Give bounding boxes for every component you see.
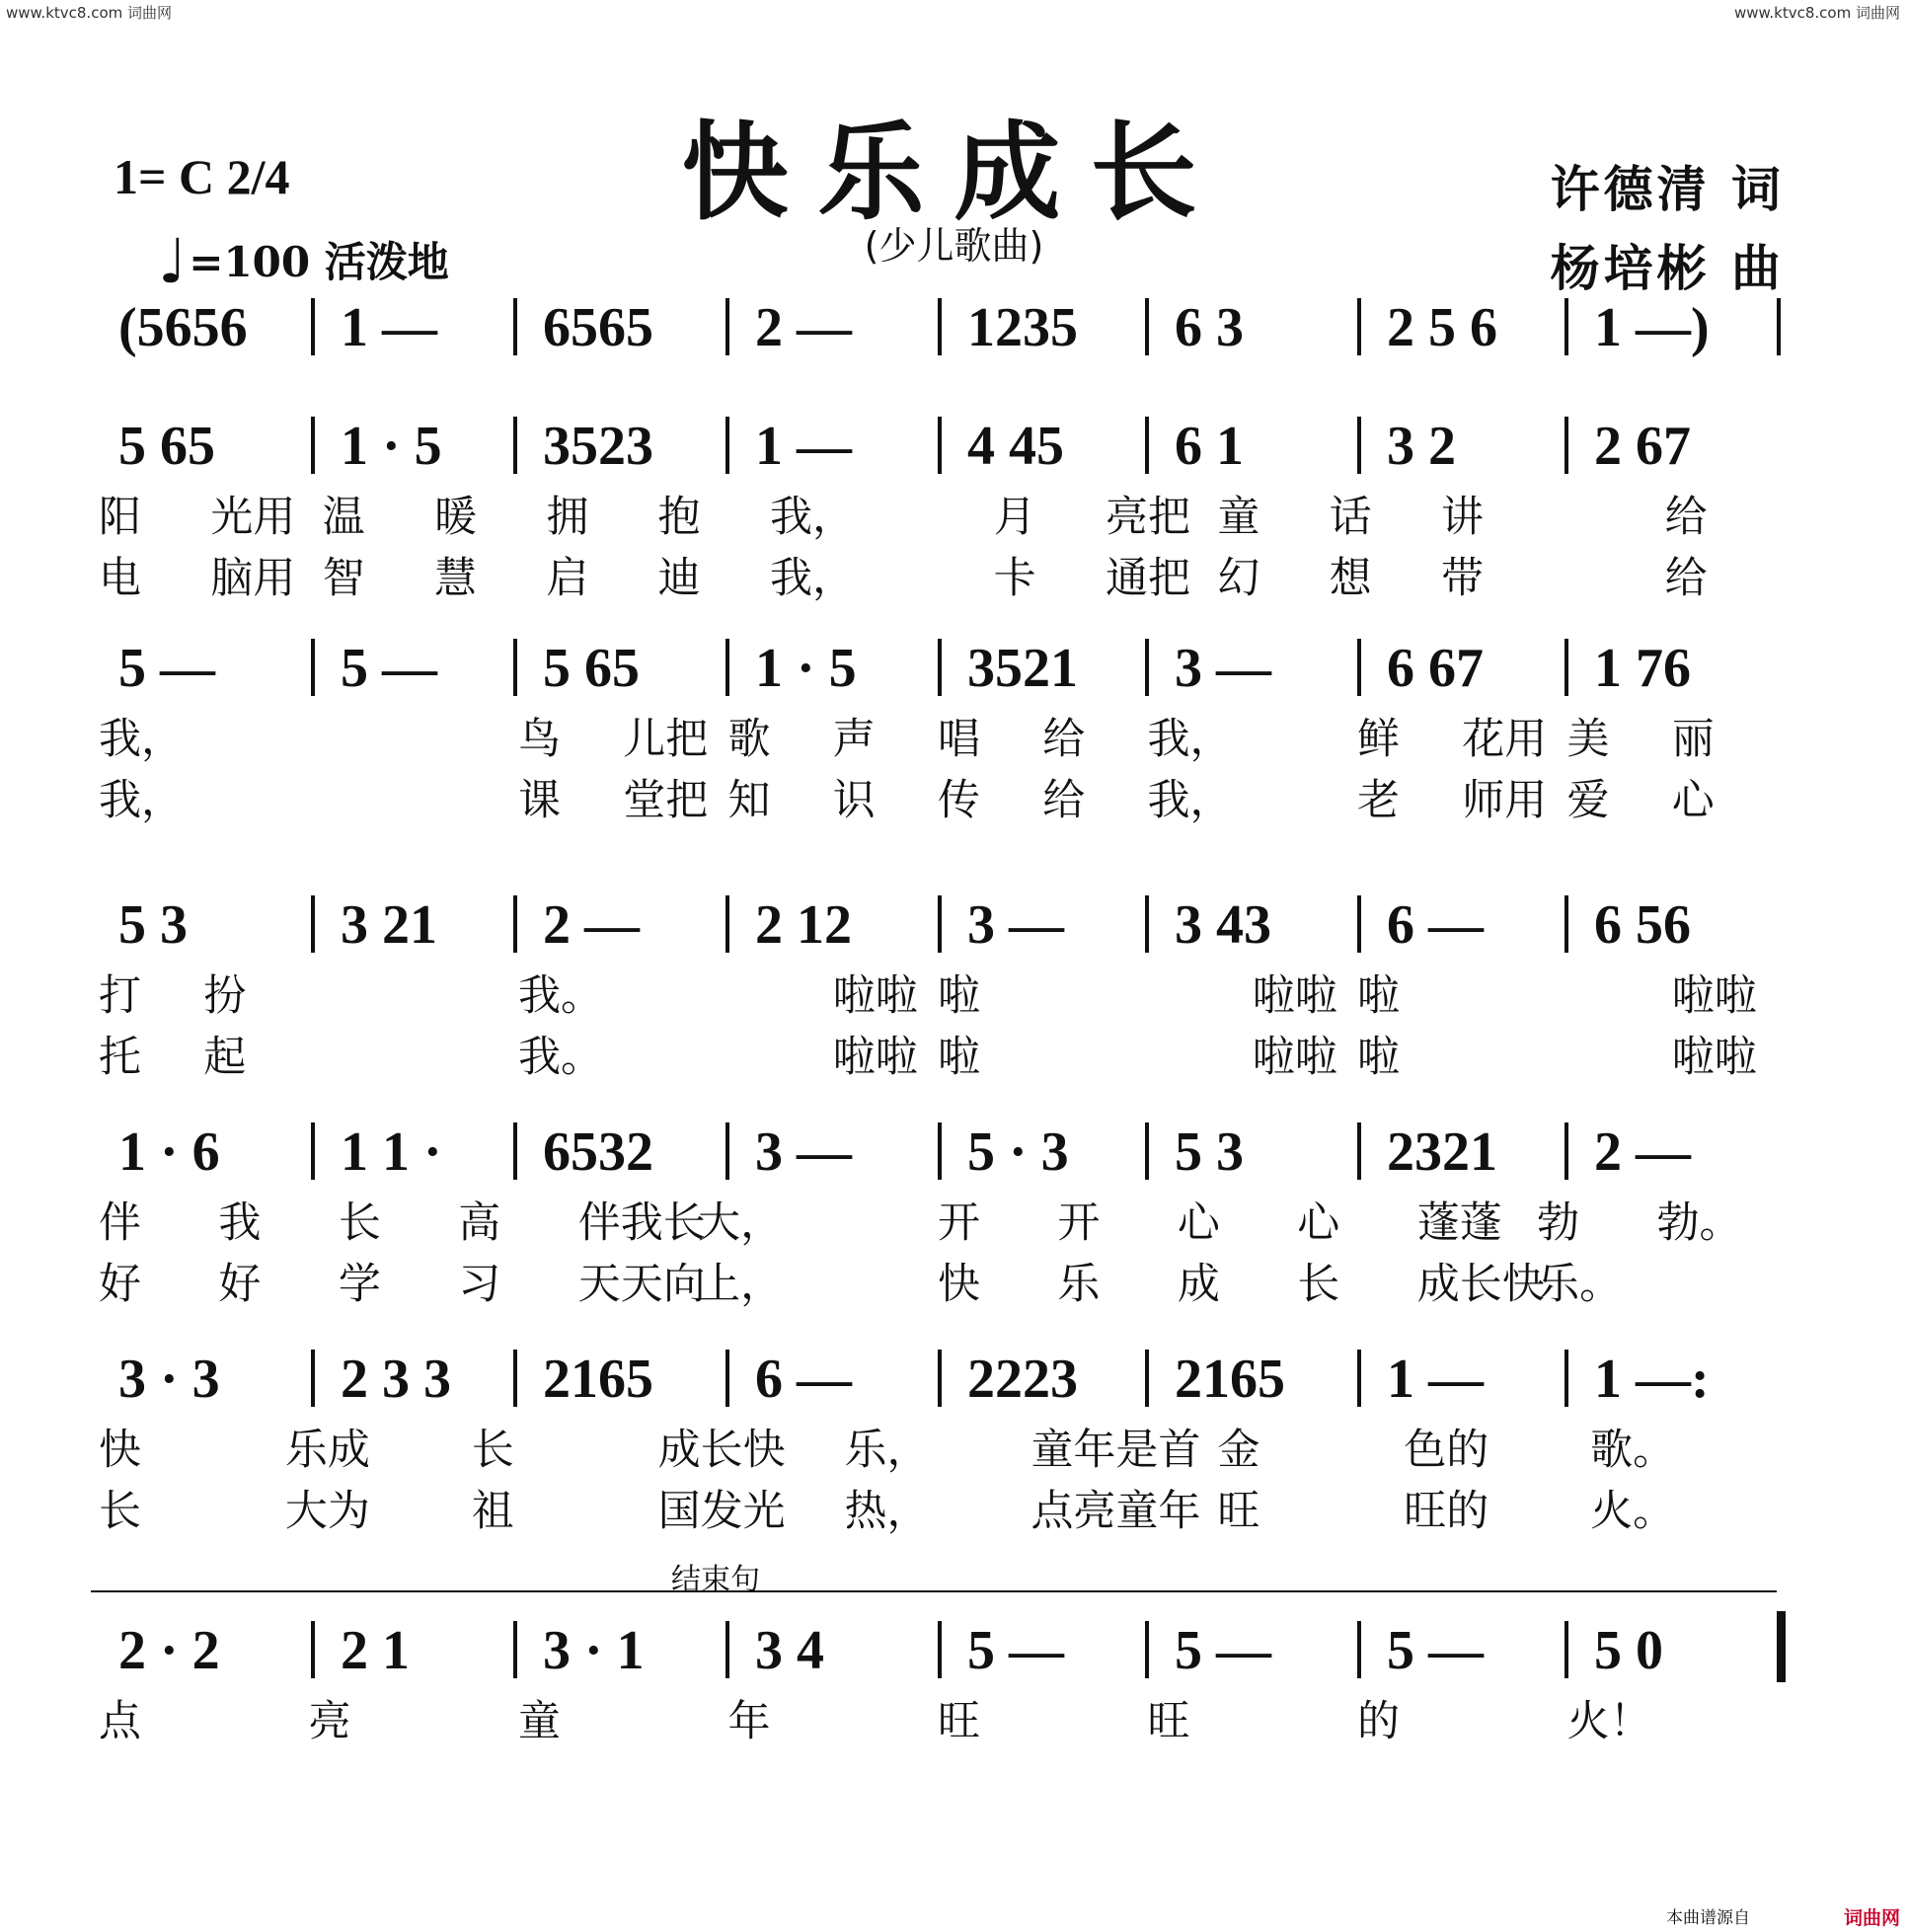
lyric-word: 心 xyxy=(1297,1198,1340,1248)
lyric-word: 色的 xyxy=(1404,1426,1489,1475)
lyric-word: 旺 xyxy=(938,1697,980,1746)
lyric-word: 成长快 xyxy=(1416,1260,1545,1309)
final-barline xyxy=(1777,1611,1786,1682)
lyric-word: 幻 xyxy=(1217,554,1260,603)
system-5-measure: 1 — xyxy=(1387,1349,1484,1410)
lyric-word: 打 xyxy=(99,971,141,1021)
lyric-word: 心 xyxy=(1671,776,1715,825)
lyric-word: 旺 xyxy=(1217,1487,1260,1536)
lyric-word: 鸟 xyxy=(518,715,561,764)
lyric-word: 光用 xyxy=(210,493,296,542)
lyric-word: 脑用 xyxy=(210,554,296,603)
lyric-word: 我， xyxy=(770,493,855,542)
lyric-word: 国发光 xyxy=(657,1487,786,1536)
lyric-word: 爱 xyxy=(1566,776,1610,825)
lyric-word: 唱 xyxy=(938,715,980,764)
system-4-measure: 2321 xyxy=(1387,1121,1497,1183)
lyric-word: 我 xyxy=(218,1198,262,1248)
system-4-measure: 1 · 6 xyxy=(118,1121,220,1183)
system-2-measure: 6 67 xyxy=(1387,638,1484,699)
system-6-measure: 5 — xyxy=(1175,1620,1271,1681)
lyric-word: 乐 xyxy=(1057,1260,1101,1309)
composer-credit: 杨培彬 曲 xyxy=(1550,240,1785,297)
quarter-note-icon: ♩ xyxy=(158,225,188,297)
lyric-word: 学 xyxy=(338,1260,381,1309)
lyric-word: 托 xyxy=(99,1033,141,1082)
system-6-measure: 5 — xyxy=(1387,1620,1484,1681)
lyric-word: 乐， xyxy=(844,1426,930,1475)
intro-measure: 1 —) xyxy=(1594,297,1710,358)
lyric-word: 我， xyxy=(99,776,184,825)
system-6-measure: 2 · 2 xyxy=(118,1620,220,1681)
lyric-word: 长 xyxy=(1297,1260,1340,1309)
lyric-word: 阳 xyxy=(99,493,141,542)
ending-label: 结束句 xyxy=(671,1563,760,1597)
lyric-word: 啦 xyxy=(1357,1033,1400,1082)
lyric-word: 给 xyxy=(1042,776,1086,825)
lyric-word: 丽 xyxy=(1671,715,1715,764)
lyric-word: 童年是首 xyxy=(1030,1426,1201,1475)
lyric-word: 高 xyxy=(458,1198,501,1248)
system-6-measure: 3 4 xyxy=(755,1620,824,1681)
lyric-word: 开 xyxy=(938,1198,980,1248)
lyric-word: 我， xyxy=(99,715,184,764)
lyric-word: 快 xyxy=(938,1260,980,1309)
lyric-word: 电 xyxy=(99,554,141,603)
lyric-word: 花用 xyxy=(1462,715,1548,764)
lyric-word: 点亮童年 xyxy=(1030,1487,1201,1536)
system-6-measure: 2 1 xyxy=(341,1620,410,1681)
system-6-measure: 5 — xyxy=(967,1620,1064,1681)
system-3-measure: 2 12 xyxy=(755,894,852,956)
system-2-measure: 1 · 5 xyxy=(755,638,857,699)
lyric-word: 通把 xyxy=(1106,554,1190,603)
lyricist-credit: 许德清 词 xyxy=(1550,161,1785,218)
lyric-word: 伴 xyxy=(99,1198,141,1248)
lyric-word: 我。 xyxy=(518,971,603,1021)
system-3-measure: 5 3 xyxy=(118,894,188,956)
lyric-word: 歌 xyxy=(727,715,771,764)
lyric-word: 我， xyxy=(1147,715,1233,764)
lyric-word: 成 xyxy=(1177,1260,1220,1309)
intro-measure: 2 5 6 xyxy=(1387,297,1497,358)
lyric-word: 啦啦 xyxy=(1252,1033,1337,1082)
lyric-word: 好 xyxy=(99,1260,141,1309)
system-1-measure: 2 67 xyxy=(1594,416,1691,477)
lyric-word: 蓬蓬 xyxy=(1416,1198,1502,1248)
lyric-word: 金 xyxy=(1217,1426,1260,1475)
lyric-word: 亮 xyxy=(308,1697,351,1746)
lyric-word: 歌。 xyxy=(1590,1426,1676,1475)
lyric-word: 勃。 xyxy=(1656,1198,1742,1248)
lyric-word: 扮 xyxy=(203,971,247,1021)
lyric-word: 啦啦 xyxy=(1252,971,1337,1021)
system-3-measure: 3 — xyxy=(967,894,1064,956)
lyric-word: 上， xyxy=(698,1260,784,1309)
lyric-word: 给 xyxy=(1664,554,1708,603)
system-5-measure: 2165 xyxy=(1175,1349,1285,1410)
lyric-word: 迪 xyxy=(657,554,701,603)
lyric-word: 知 xyxy=(727,776,771,825)
system-5-measure: 2165 xyxy=(543,1349,653,1410)
lyric-word: 师用 xyxy=(1462,776,1548,825)
intro-measure: 2 — xyxy=(755,297,852,358)
system-1-measure: 6 1 xyxy=(1175,416,1244,477)
system-5-measure: 2223 xyxy=(967,1349,1078,1410)
lyric-word: 声 xyxy=(832,715,876,764)
lyric-word: 我， xyxy=(770,554,855,603)
lyric-word: 天天向 xyxy=(577,1260,706,1309)
lyric-word: 童 xyxy=(1217,493,1260,542)
watermark-right: www.ktvc8.com 词曲网 xyxy=(1733,4,1900,22)
system-1-measure: 5 65 xyxy=(118,416,215,477)
lyric-word: 起 xyxy=(203,1033,247,1082)
lyric-word: 想 xyxy=(1329,554,1372,603)
lyric-word: 乐成 xyxy=(284,1426,370,1475)
system-5-measure: 2 3 3 xyxy=(341,1349,451,1410)
lyric-word: 我。 xyxy=(518,1033,603,1082)
system-3-measure: 2 — xyxy=(543,894,640,956)
lyric-word: 旺 xyxy=(1147,1697,1190,1746)
lyric-word: 带 xyxy=(1441,554,1484,603)
intro-measure: (5656 xyxy=(118,297,248,358)
system-6-measure: 3 · 1 xyxy=(543,1620,645,1681)
lyric-word: 大， xyxy=(698,1198,784,1248)
song-subtitle: (少儿歌曲) xyxy=(864,224,1044,268)
system-2-measure: 1 76 xyxy=(1594,638,1691,699)
lyric-word: 开 xyxy=(1057,1198,1101,1248)
lyric-word: 火。 xyxy=(1590,1487,1676,1536)
lyric-word: 快 xyxy=(99,1426,141,1475)
lyric-word: 习 xyxy=(458,1260,501,1309)
system-5-measure: 3 · 3 xyxy=(118,1349,220,1410)
lyric-word: 好 xyxy=(218,1260,262,1309)
lyric-word: 拥 xyxy=(546,493,589,542)
system-2-measure: 3521 xyxy=(967,638,1078,699)
lyric-word: 儿把 xyxy=(623,715,709,764)
intro-measure: 1 — xyxy=(341,297,437,358)
lyric-word: 话 xyxy=(1329,493,1372,542)
lyric-word: 讲 xyxy=(1441,493,1484,542)
system-3-measure: 6 — xyxy=(1387,894,1484,956)
system-5-measure: 1 —: xyxy=(1594,1349,1710,1410)
system-4-measure: 2 — xyxy=(1594,1121,1691,1183)
lyric-word: 热， xyxy=(844,1487,930,1536)
footer-logo: 词曲网 xyxy=(1843,1907,1900,1929)
lyric-word: 启 xyxy=(546,554,589,603)
key-signature: 1= C 2/4 xyxy=(114,149,290,204)
intro-measure: 1235 xyxy=(967,297,1078,358)
system-3-measure: 3 43 xyxy=(1175,894,1271,956)
lyric-word: 童 xyxy=(518,1697,561,1746)
system-3-measure: 3 21 xyxy=(341,894,437,956)
lyric-word: 鲜 xyxy=(1357,715,1400,764)
lyric-word: 暖 xyxy=(434,493,477,542)
lyric-word: 长 xyxy=(338,1198,381,1248)
system-1-measure: 1 — xyxy=(755,416,852,477)
lyric-word: 月 xyxy=(993,493,1036,542)
lyric-word: 啦啦 xyxy=(1671,1033,1757,1082)
lyric-word: 啦啦 xyxy=(1671,971,1757,1021)
lyric-word: 心 xyxy=(1177,1198,1220,1248)
lyric-word: 勃 xyxy=(1537,1198,1580,1248)
lyric-word: 啦啦 xyxy=(832,1033,918,1082)
system-1-measure: 3523 xyxy=(543,416,653,477)
system-3-measure: 6 56 xyxy=(1594,894,1691,956)
system-4-measure: 5 3 xyxy=(1175,1121,1244,1183)
lyric-word: 老 xyxy=(1357,776,1400,825)
system-4-measure: 1 1 · xyxy=(341,1121,442,1183)
lyric-word: 成长快 xyxy=(657,1426,786,1475)
system-2-measure: 3 — xyxy=(1175,638,1271,699)
system-4-measure: 5 · 3 xyxy=(967,1121,1069,1183)
lyric-word: 啦 xyxy=(938,971,980,1021)
lyric-word: 啦啦 xyxy=(832,971,918,1021)
lyric-word: 识 xyxy=(832,776,876,825)
lyric-word: 美 xyxy=(1566,715,1610,764)
system-4-measure: 3 — xyxy=(755,1121,852,1183)
lyric-word: 祖 xyxy=(471,1487,514,1536)
system-1-measure: 3 2 xyxy=(1387,416,1456,477)
lyric-word: 我， xyxy=(1147,776,1233,825)
system-6-measure: 5 0 xyxy=(1594,1620,1663,1681)
lyric-word: 伴我长 xyxy=(577,1198,706,1248)
watermark-left: www.ktvc8.com 词曲网 xyxy=(6,4,173,22)
song-title: 快乐成长 xyxy=(681,111,1227,235)
lyric-word: 旺的 xyxy=(1404,1487,1489,1536)
lyric-word: 火！ xyxy=(1566,1697,1652,1746)
lyric-word: 给 xyxy=(1042,715,1086,764)
intro-measure: 6565 xyxy=(543,297,653,358)
lyric-word: 亮把 xyxy=(1106,493,1190,542)
lyric-word: 大为 xyxy=(284,1487,370,1536)
lyric-word: 课 xyxy=(518,776,561,825)
lyric-word: 长 xyxy=(99,1487,141,1536)
lyric-word: 抱 xyxy=(657,493,701,542)
system-1-measure: 4 45 xyxy=(967,416,1064,477)
lyric-word: 啦 xyxy=(938,1033,980,1082)
system-2-measure: 5 65 xyxy=(543,638,640,699)
lyric-word: 长 xyxy=(471,1426,514,1475)
lyric-word: 点 xyxy=(99,1697,141,1746)
system-2-measure: 5 — xyxy=(118,638,215,699)
lyric-word: 堂把 xyxy=(623,776,709,825)
system-1-measure: 1 · 5 xyxy=(341,416,442,477)
lyric-word: 的 xyxy=(1357,1697,1400,1746)
system-4-measure: 6532 xyxy=(543,1121,653,1183)
system-5-measure: 6 — xyxy=(755,1349,852,1410)
lyric-word: 温 xyxy=(322,493,365,542)
footer-source: 本曲谱源自 xyxy=(1666,1908,1750,1928)
lyric-word: 年 xyxy=(727,1697,771,1746)
lyric-word: 乐。 xyxy=(1537,1260,1623,1309)
lyric-word: 传 xyxy=(938,776,980,825)
system-2-measure: 5 — xyxy=(341,638,437,699)
intro-measure: 6 3 xyxy=(1175,297,1244,358)
lyric-word: 智 xyxy=(322,554,365,603)
lyric-word: 啦 xyxy=(1357,971,1400,1021)
tempo-text: =100 活泼地 xyxy=(189,238,449,286)
lyric-word: 卡 xyxy=(993,554,1036,603)
lyric-word: 慧 xyxy=(434,554,477,603)
lyric-word: 给 xyxy=(1664,493,1708,542)
